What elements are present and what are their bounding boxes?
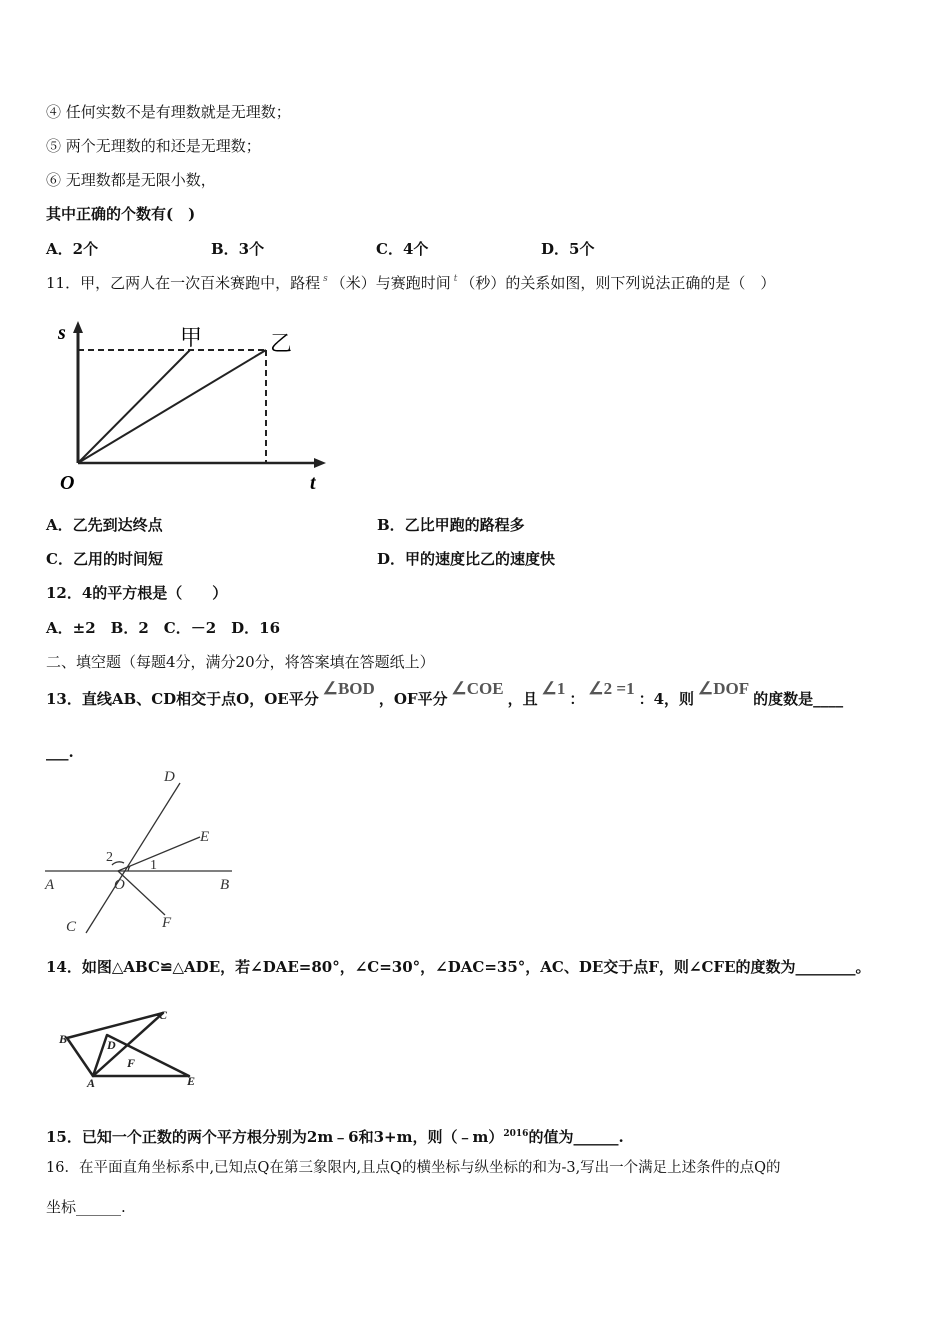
q13-angle-dof: ∠DOF: [698, 679, 750, 698]
q13-text-1: 13．直线AB、CD相交于点O，OE平分: [46, 690, 319, 708]
graph-origin-label: O: [60, 472, 75, 494]
question-14: 14．如图△ABC≌△ADE，若∠DAE=80°，∠C=30°，∠DAC=35°，AC、DE交于点F，则∠CFE的度数为________。: [46, 958, 871, 976]
q11-prefix: 11．甲，乙两人在一次百米赛跑中，路程: [46, 274, 321, 292]
q11-option-b: B．乙比甲跑的路程多: [377, 516, 525, 534]
q10-option-d: D．5个: [541, 240, 595, 258]
question-13: [46, 679, 844, 709]
question-11: [46, 273, 775, 296]
q13-text-4: ：: [569, 690, 585, 708]
q15-exponent: 2016: [503, 1129, 529, 1139]
statement-6: ⑥ 无理数都是无限小数，: [46, 171, 216, 189]
fig13-label-b: B: [220, 877, 230, 893]
q13-angle-coe: ∠COE: [451, 679, 504, 698]
fig13-label-e: E: [200, 829, 210, 845]
fig13-angle-1: 1: [150, 858, 157, 873]
fig13-label-f: F: [162, 915, 172, 931]
fig13-label-a: A: [45, 877, 55, 893]
question-16-line-2: 坐标______.: [46, 1198, 126, 1216]
question-12: 12．4的平方根是（ ）: [46, 584, 228, 602]
fig14-label-c: C: [159, 1008, 168, 1022]
fig14-label-f: F: [127, 1056, 136, 1070]
q15-suffix: 的值为______.: [528, 1128, 624, 1146]
statement-5: ⑤ 两个无理数的和还是无理数；: [46, 137, 261, 155]
q11-option-a: A．乙先到达终点: [46, 516, 163, 534]
section-2-heading: 二、填空题（每题4分，满分20分，将答案填在答题纸上）: [46, 653, 435, 671]
fig14-label-d: D: [107, 1038, 116, 1052]
question-16-line-1: 16．在平面直角坐标系中,已知点Q在第三象限内,且点Q的横坐标与纵坐标的和为-3,写出一个满足上述条件的点Q的: [46, 1160, 781, 1176]
graph-yi-label: 乙: [270, 332, 293, 357]
q10-option-a: A．2个: [46, 240, 99, 258]
q13-text-6: 的度数是____: [753, 690, 844, 708]
graph-jia-label: 甲: [180, 326, 203, 351]
fig13-label-o: O: [114, 877, 125, 893]
q10-option-c: C．4个: [376, 240, 429, 258]
fig13-label-c: C: [66, 919, 77, 935]
fig14-label-a: A: [87, 1076, 96, 1090]
q11-graph: [50, 315, 340, 495]
q13-text-3: ，且: [507, 690, 538, 708]
q11-suffix: （秒）的关系如图，则下列说法正确的是（ ）: [460, 274, 776, 292]
q11-var-s: s: [323, 274, 328, 284]
q13-figure: [40, 765, 240, 940]
q13-blank-end: ___.: [46, 743, 74, 761]
q12-options: A．±2 B．2 C．－2 D．16: [46, 619, 281, 637]
q13-text-2: ，OF平分: [378, 690, 448, 708]
graph-x-label: t: [310, 472, 316, 494]
q11-mid: （米）与赛跑时间: [330, 274, 451, 292]
fig13-label-d: D: [164, 769, 175, 785]
graph-y-label: s: [58, 322, 66, 344]
question-10-prompt: 其中正确的个数有( ): [46, 205, 196, 223]
q14-figure: [55, 1003, 215, 1093]
q11-option-c: C．乙用的时间短: [46, 550, 163, 568]
q15-prefix: 15．已知一个正数的两个平方根分别为2m﹣6和3+m，则（﹣m）: [46, 1128, 504, 1146]
q13-angle-2: ∠2 =1: [588, 679, 635, 698]
q13-text-5: ：4，则: [638, 690, 695, 708]
q11-var-t: t: [453, 274, 458, 284]
q13-angle-bod: ∠BOD: [322, 679, 375, 698]
fig14-label-e: E: [187, 1074, 196, 1088]
fig13-angle-2: 2: [106, 850, 113, 865]
statement-4: ④ 任何实数不是有理数就是无理数；: [46, 103, 291, 121]
q11-option-d: D．甲的速度比乙的速度快: [377, 550, 556, 568]
question-15: [46, 1124, 624, 1147]
q13-angle-1: ∠1: [541, 679, 566, 698]
q10-option-b: B．3个: [211, 240, 265, 258]
fig14-label-b: B: [59, 1032, 68, 1046]
